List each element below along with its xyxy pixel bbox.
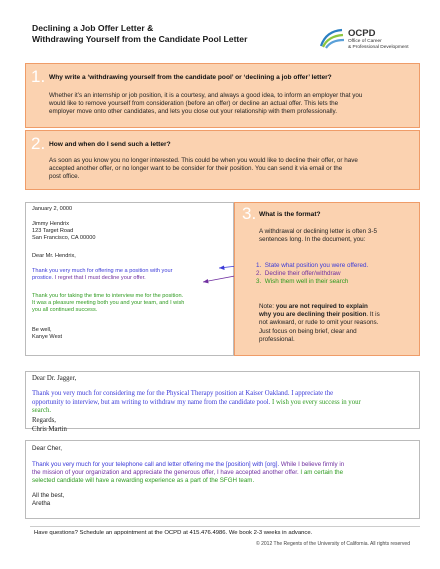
letter-paragraph: Thank you very much for your telephone call and letter offering me the [position] with [org]. While I believe firmly in the mission of your organization and appreciate the generous offer, I have accepted another offer. I am certain the selected candidate will have a rewarding experience as a part of the SFGH team. [32,461,345,484]
footer-cta: Have questions? Schedule an appointment at the OCPD at 415.476.4986. We book 2-3 weeks in advance. [34,530,313,536]
logo-subtitle: & Professional Development [348,44,409,50]
section-number: 1. [31,67,46,86]
footer-copyright: © 2012 The Regents of the University of California. All rights reserved [256,541,410,547]
recipient-address: Jimmy Hendrix 123 Target Road San Francisco, CA 00000 [32,221,96,242]
sample-letter-accepted-other [25,440,420,519]
section-question: How and when do I send such a letter? [49,141,171,148]
page-title: Declining a Job Offer Letter & Withdrawing Yourself from the Candidate Pool Letter [32,23,248,44]
letter-salutation: Dear Mr. Hendrix, [32,253,76,259]
letter-salutation: Dear Cher, [32,445,62,452]
format-list [256,262,368,286]
letter-closing: Be well, Kanye West [32,327,63,341]
section-body: A withdrawal or declining letter is often 3-5 sentences long. In the document, you: [259,228,377,244]
section-number: 3. [242,204,257,223]
letter-paragraph: Thank you very much for offering me a position with your prostice. I regret that I must decline your offer. [32,268,173,282]
section-number: 2. [31,134,46,153]
section-format [234,202,420,356]
list-item: 2. Decline their offer/withdraw [256,270,341,277]
sample-letter-withdraw [25,371,420,433]
letter-paragraph: Thank you for taking the time to interview me for the position. It was a pleasure meeting both you and your team, and I wish you all continued success. [32,293,185,314]
logo-subtitle: Office of Career [348,39,382,44]
section-body: As soon as you know you no longer interested. This could be when you would like to decline their offer, or have accepted another offer, or no longer want to be consider for their position. You can send it via email or the post office. [49,157,358,181]
arrow-head [219,266,225,271]
letter-date: January 2, 0000 [32,206,73,212]
logo-name: OCPD [348,28,376,39]
section-question: Why write a ‘withdrawing yourself from the candidate pool’ or ‘declining a job offer’ letter? [49,74,332,81]
format-note: Note: you are not required to explain why you are declining their position. It is not awkward, or rude to omit your reasons. Just focus on being brief, clear and professional. [259,303,380,343]
letter-salutation: Dear Dr. Jagger, [32,375,77,382]
list-item: 3. Wish them well in their search [256,278,349,285]
letter-closing: All the best, Aretha [32,492,65,507]
footer-divider [30,526,420,527]
letter-paragraph: Thank you very much for considering me for the Physical Therapy position at Kaiser Oakland. I appreciate the opportunity to interview, but am writing to withdraw my name from the candidate pool. I wish you every success in your search. [32,390,361,415]
arrow-head [203,279,209,283]
section-body: Whether it’s an internship or job position, it is a courtesy, and always a good idea, to inform an employer that you would like to remove yourself from consideration (before an offer) or decline an actual offer. This lets the employer move onto other candidates, and lets you close out your relationship with them professionally. [49,92,363,116]
letter-closing: Regards, Chris Martin [32,417,67,433]
list-item: 1. State what position you were offered. [256,262,369,269]
section-question: What is the format? [259,211,321,218]
